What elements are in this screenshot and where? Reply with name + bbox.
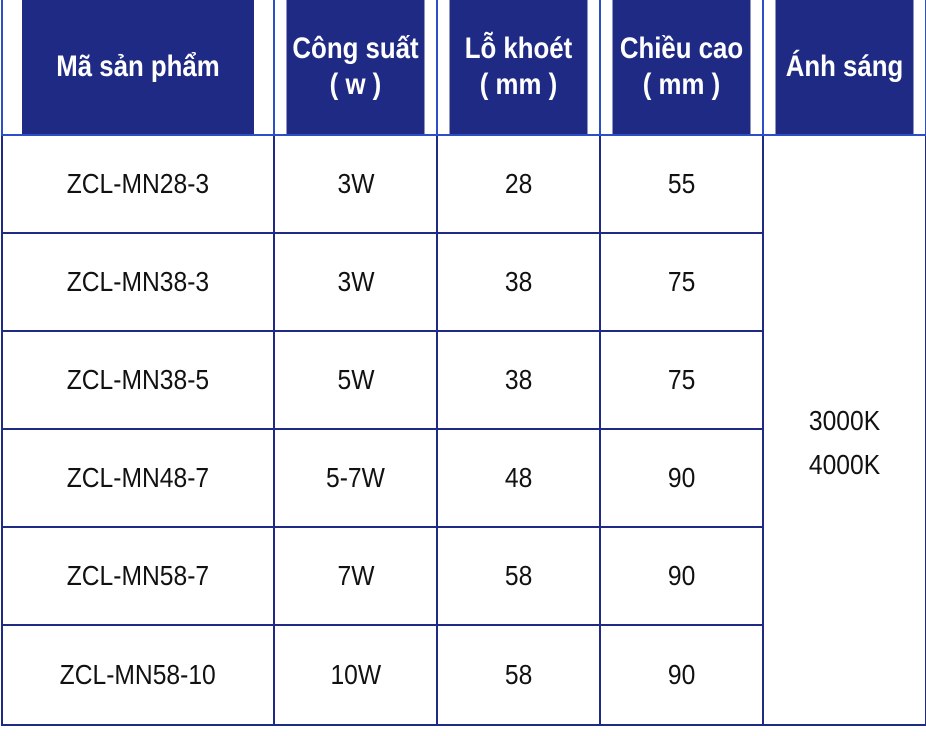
header-cutout-label: Lỗ khoét	[464, 32, 573, 65]
cell-cutout: 38	[437, 331, 600, 429]
header-height-label: Chiều cao	[619, 32, 744, 65]
cell-product-code: ZCL-MN38-5	[2, 331, 274, 429]
cell-cutout: 58	[437, 625, 600, 725]
header-product-code-label: Mã sản phẩm	[56, 50, 220, 83]
header-row	[2, 0, 926, 135]
cell-cutout: 38	[437, 233, 600, 331]
cell-light	[763, 135, 926, 725]
cell-height: 75	[600, 233, 763, 331]
header-cutout	[448, 0, 588, 135]
cell-power: 3W	[274, 135, 437, 233]
cell-cutout: 48	[437, 429, 600, 527]
header-light-label: Ánh sáng	[785, 50, 904, 83]
cell-power: 5-7W	[274, 429, 437, 527]
cell-cutout: 28	[437, 135, 600, 233]
header-light	[774, 0, 914, 135]
header-cutout-unit: ( mm )	[479, 68, 558, 101]
cell-product-code: ZCL-MN58-10	[2, 625, 274, 725]
header-height	[611, 0, 751, 135]
cell-product-code: ZCL-MN28-3	[2, 135, 274, 233]
cell-height: 90	[600, 625, 763, 725]
cell-height: 55	[600, 135, 763, 233]
light-value-1: 3000K	[808, 405, 881, 436]
cell-power: 7W	[274, 527, 437, 625]
header-power-unit: ( w )	[329, 68, 382, 101]
cell-height: 75	[600, 331, 763, 429]
light-value-2: 4000K	[808, 449, 881, 480]
header-product-code	[21, 0, 255, 135]
cell-product-code: ZCL-MN58-7	[2, 527, 274, 625]
header-power-label: Công suất	[292, 32, 419, 65]
cell-power: 5W	[274, 331, 437, 429]
header-height-unit: ( mm )	[642, 68, 721, 101]
cell-cutout: 58	[437, 527, 600, 625]
cell-power: 3W	[274, 233, 437, 331]
header-power	[285, 0, 425, 135]
cell-product-code: ZCL-MN48-7	[2, 429, 274, 527]
cell-height: 90	[600, 527, 763, 625]
cell-product-code: ZCL-MN38-3	[2, 233, 274, 331]
product-spec-table	[1, 0, 926, 726]
table-row	[2, 135, 926, 233]
cell-height: 90	[600, 429, 763, 527]
cell-power: 10W	[274, 625, 437, 725]
